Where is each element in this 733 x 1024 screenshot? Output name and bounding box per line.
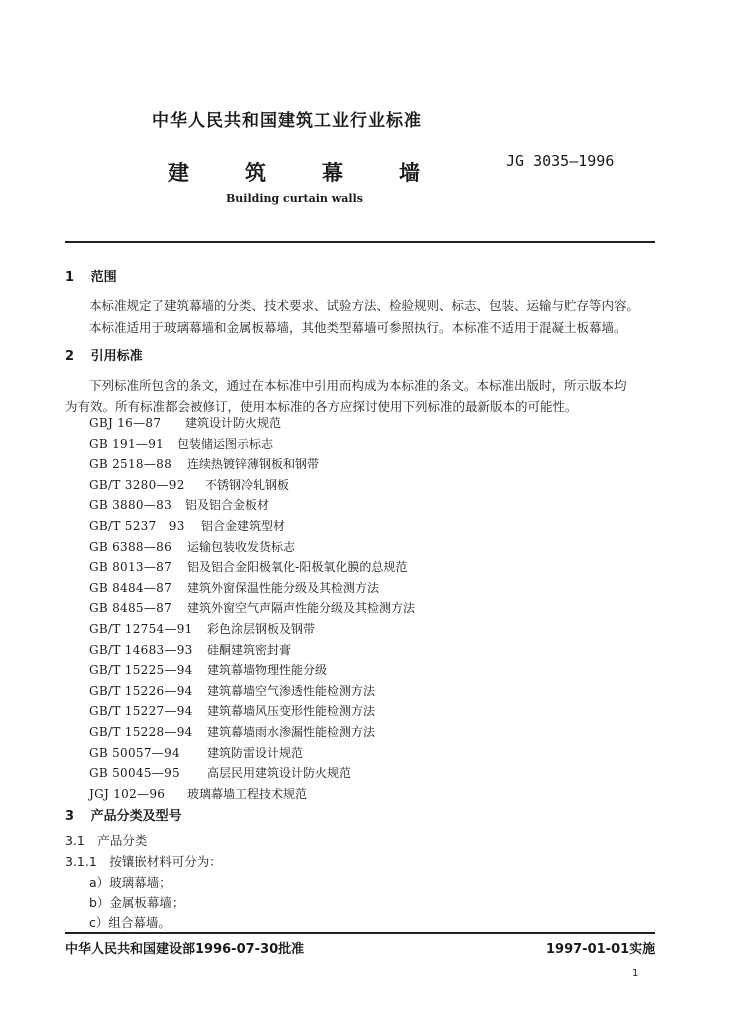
reference-title: 建筑外窗空气声隔声性能分级及其检测方法	[187, 601, 416, 616]
clause-3-1: 3.1 产品分类	[65, 833, 148, 848]
reference-row	[89, 661, 327, 678]
section-1-number: 1	[65, 270, 75, 285]
section-2-heading	[65, 345, 143, 364]
reference-title: 建筑防雷设计规范	[207, 745, 304, 760]
reference-title: 连续热镀锌薄钢板和钢带	[187, 457, 320, 472]
reference-title: 硅酮建筑密封膏	[207, 642, 292, 657]
section-1-title: 范围	[90, 270, 117, 285]
reference-code: GB 8013—87	[89, 560, 173, 575]
reference-row	[89, 641, 291, 658]
reference-title: 彩色涂层钢板及钢带	[207, 622, 316, 636]
reference-code: GBJ 16—87	[89, 416, 162, 430]
reference-row	[89, 723, 375, 740]
section-3-number: 3	[65, 809, 75, 824]
approval-line: 中华人民共和国建设部1996-07-30批准	[65, 942, 305, 957]
reference-title: 建筑幕墙空气渗透性能检测方法	[207, 683, 376, 698]
reference-code: GB 50045—95	[89, 766, 180, 781]
reference-title: 铝及铝合金板材	[185, 498, 270, 513]
reference-title: 铝合金建筑型材	[201, 519, 286, 533]
reference-row	[89, 414, 281, 431]
reference-row	[89, 435, 273, 452]
reference-title: 建筑幕墙雨水渗漏性能检测方法	[207, 725, 376, 739]
reference-code: GB 8485—87	[89, 601, 173, 616]
list-item-c: c）组合幕墙。	[89, 915, 171, 930]
section-2-title: 引用标准	[90, 349, 143, 364]
list-item-a: a）玻璃幕墙；	[89, 875, 172, 890]
reference-code: GB/T 14683—93	[89, 642, 193, 657]
section-2-number: 2	[65, 349, 75, 364]
standard-code: JG 3035—1996	[506, 152, 615, 170]
reference-title: 建筑外窗保温性能分级及其检测方法	[187, 580, 380, 595]
reference-title: 高层民用建筑设计防火规范	[207, 766, 352, 781]
reference-row	[89, 702, 375, 719]
reference-row	[89, 620, 315, 637]
reference-code: GB/T 15228—94	[89, 725, 193, 739]
reference-title: 运输包装收发货标志	[187, 539, 296, 554]
reference-code: GB 191—91	[89, 436, 165, 451]
implementation-date: 1997-01-01实施	[546, 942, 656, 957]
reference-row	[89, 579, 379, 596]
page-number: 1	[632, 968, 639, 979]
reference-title: 建筑幕墙物理性能分级	[207, 663, 328, 678]
reference-code: GB/T 12754—91	[89, 622, 193, 636]
reference-code: JGJ 102—96	[89, 786, 166, 801]
issuing-authority: 中华人民共和国建筑工业行业标准	[152, 111, 422, 131]
reference-code: GB/T 5237 93	[89, 519, 185, 533]
reference-row	[89, 764, 351, 781]
clause-3-1-1: 3.1.1 按镶嵌材料可分为：	[65, 854, 222, 869]
reference-code: GB/T 15227—94	[89, 704, 193, 719]
reference-code: GB 6388—86	[89, 539, 173, 554]
reference-title: 不锈钢冷轧钢板	[205, 477, 290, 492]
reference-row	[89, 538, 295, 555]
reference-title: 玻璃幕墙工程技术规范	[187, 786, 308, 801]
header-divider	[65, 241, 655, 243]
section-3-heading	[65, 805, 182, 824]
reference-row	[89, 558, 407, 575]
reference-code: GB/T 15225—94	[89, 663, 193, 678]
reference-code: GB/T 3280—92	[89, 477, 185, 492]
reference-row	[89, 496, 269, 513]
section-1-para-2: 本标准适用于玻璃幕墙和金属板幕墙，其他类型幕墙可参照执行。本标准不适用于混凝土板幕墙。	[89, 320, 627, 335]
reference-row	[89, 785, 307, 802]
list-item-b: b）金属板幕墙；	[89, 895, 185, 910]
section-1-heading	[65, 266, 117, 285]
reference-code: GB 2518—88	[89, 457, 173, 472]
reference-row	[89, 455, 319, 472]
reference-row	[89, 476, 289, 493]
reference-row	[89, 682, 375, 699]
reference-title: 建筑幕墙风压变形性能检测方法	[207, 704, 376, 719]
section-1-para-1: 本标准规定了建筑幕墙的分类、技术要求、试验方法、检验规则、标志、包装、运输与贮存等内容。	[89, 298, 640, 313]
standard-title-cn: 建筑幕墙	[168, 161, 476, 185]
reference-title: 铝及铝合金阳极氧化-阳极氧化膜的总规范	[187, 560, 408, 575]
reference-title: 包装储运图示标志	[177, 436, 274, 451]
footer-divider	[65, 932, 655, 934]
reference-code: GB 8484—87	[89, 580, 173, 595]
reference-code: GB 50057—94	[89, 745, 180, 760]
reference-row	[89, 744, 303, 761]
reference-code: GB 3880—83	[89, 498, 173, 513]
reference-row	[89, 599, 415, 616]
reference-row	[89, 517, 285, 534]
section-2-para-2: 为有效。所有标准都会被修订，使用本标准的各方应探讨使用下列标准的最新版本的可能性。	[65, 399, 578, 414]
standard-title-en: Building curtain walls	[226, 192, 363, 205]
reference-code: GB/T 15226—94	[89, 683, 193, 698]
reference-title: 建筑设计防火规范	[185, 416, 282, 430]
section-3-title: 产品分类及型号	[90, 809, 182, 824]
section-2-para-1: 下列标准所包含的条文，通过在本标准中引用而构成为本标准的条文。本标准出版时，所示版本均	[89, 378, 627, 393]
